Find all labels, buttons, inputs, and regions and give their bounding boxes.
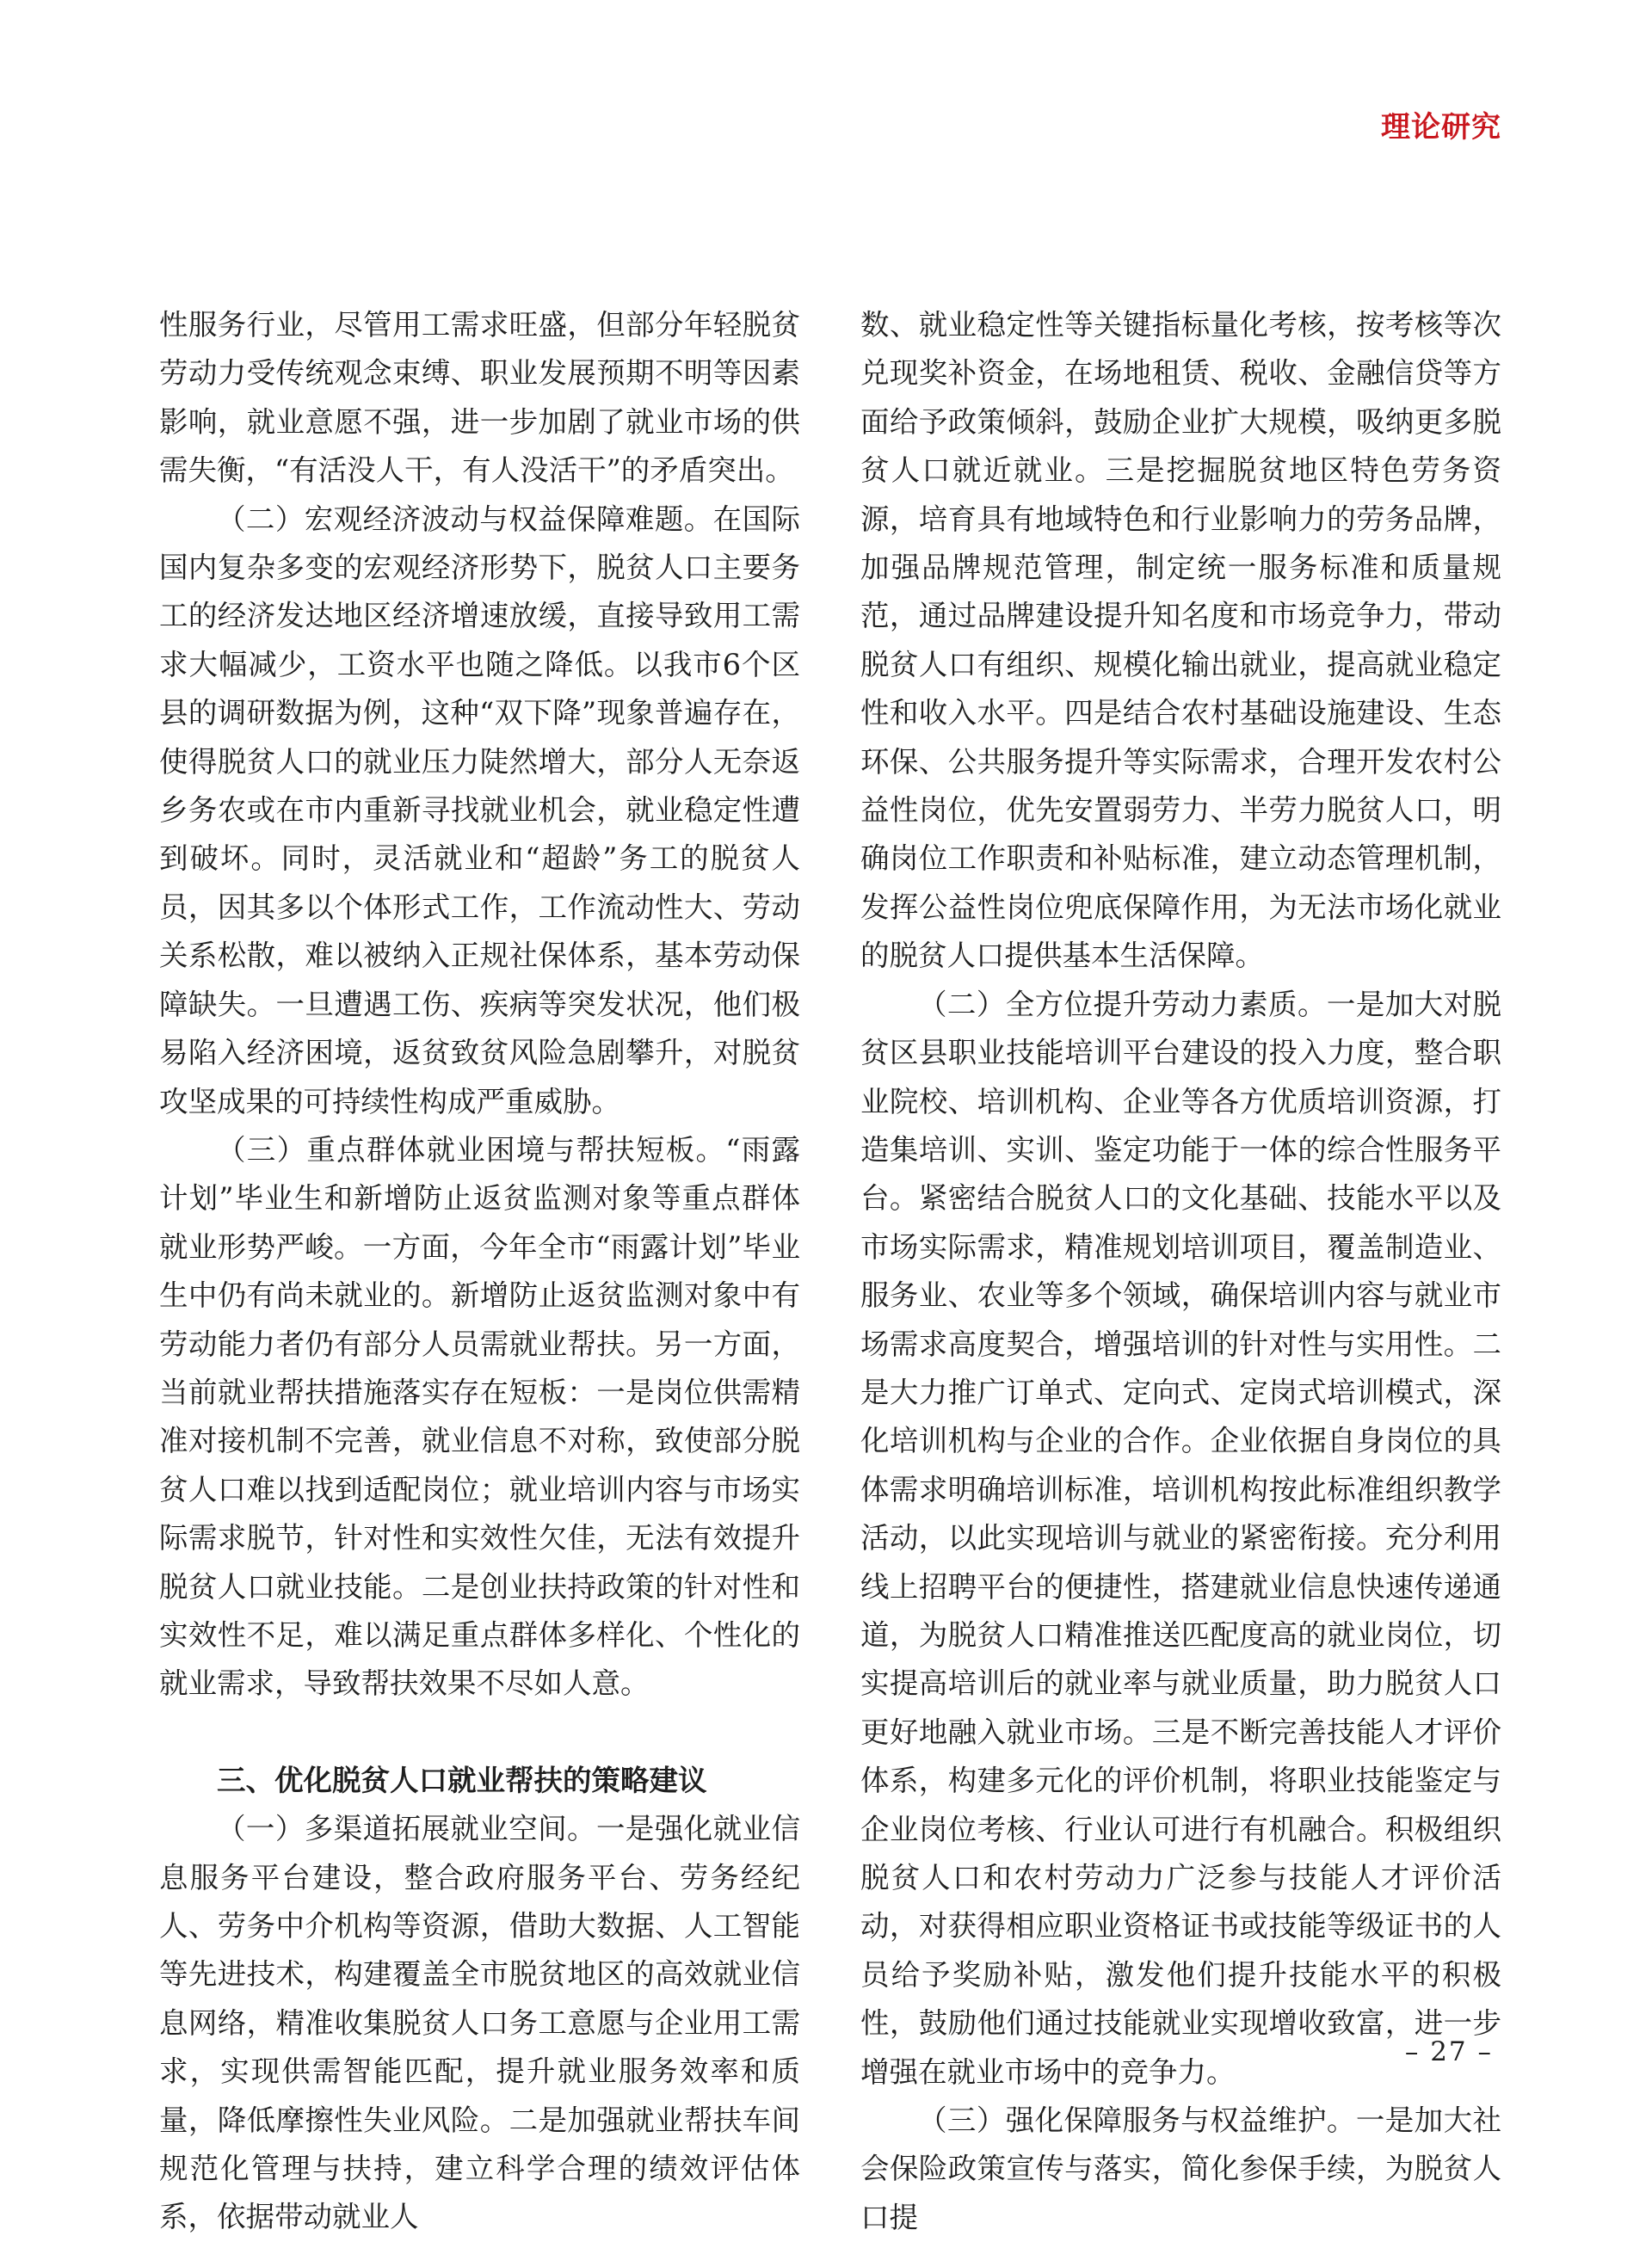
- paragraph-employment-space: （一）多渠道拓展就业空间。一是强化就业信息服务平台建设，整合政府服务平台、劳务经纪人、劳务中介机构等资源，借助大数据、人工智能等先进技术，构建覆盖全市脱贫地区的高效就业信息网络，精准收集脱贫人口务工意愿与企业用工需求，实现供需智能匹配，提升就业服务效率和质量，降低摩擦性失业风险。二是加强就业帮扶车间规范化管理与扶持，建立科学合理的绩效评估体系，依据带动就业人: [159, 1812, 800, 2234]
- left-column: [159, 301, 800, 2242]
- paragraph-labor-quality: （二）全方位提升劳动力素质。一是加大对脱贫区县职业技能培训平台建设的投入力度，整合职业院校、培训机构、企业等各方优质培训资源，打造集培训、实训、鉴定功能于一体的综合性服务平台。紧密结合脱贫人口的文化基础、技能水平以及市场实际需求，精准规划培训项目，覆盖制造业、服务业、农业等多个领域，确保培训内容与就业市场需求高度契合，增强培训的针对性与实用性。二是大力推广订单式、定向式、定岗式培训模式，深化培训机构与企业的合作。企业依据自身岗位的具体需求明确培训标准，培训机构按此标准组织教学活动，以此实现培训与就业的紧密衔接。充分利用线上招聘平台的便捷性，搭建就业信息快速传递通道，为脱贫人口精准推送匹配度高的就业岗位，切实提高培训后的就业率与就业质量，助力脱贫人口更好地融入就业市场。三是不断完善技能人才评价体系，构建多元化的评价机制，将职业技能鉴定与企业岗位考核、行业认可进行有机融合。积极组织脱贫人口和农村劳动力广泛参与技能人才评价活动，对获得相应职业资格证书或技能等级证书的人员给予奖励补贴，激发他们提升技能水平的积极性，鼓励他们通过技能就业实现增收致富，进一步增强在就业市场中的竞争力。: [860, 987, 1501, 2089]
- section-label: 理论研究: [1381, 110, 1501, 145]
- paragraph-security-services: （三）强化保障服务与权益维护。一是加大社会保险政策宣传与落实，简化参保手续，为脱贫人口提: [860, 2103, 1501, 2234]
- paragraph-macro-economy: （二）宏观经济波动与权益保障难题。在国际国内复杂多变的宏观经济形势下，脱贫人口主要务工的经济发达地区经济增速放缓，直接导致用工需求大幅减少，工资水平也随之降低。以我市6个区县的调研数据为例，这种“双下降”现象普遍存在，使得脱贫人口的就业压力陡然增大，部分人无奈返乡务农或在市内重新寻找就业机会，就业稳定性遭到破坏。同时，灵活就业和“超龄”务工的脱贫人员，因其多以个体形式工作，工作流动性大、劳动关系松散，难以被纳入正规社保体系，基本劳动保障缺失。一旦遭遇工伤、疾病等突发状况，他们极易陷入经济困境，返贫致贫风险急剧攀升，对脱贫攻坚成果的可持续性构成严重威胁。: [159, 502, 800, 1118]
- paragraph-key-groups: （三）重点群体就业困境与帮扶短板。“雨露计划”毕业生和新增防止返贫监测对象等重点群体就业形势严峻。一方面，今年全市“雨露计划”毕业生中仍有尚未就业的。新增防止返贫监测对象中有劳动能力者仍有部分人员需就业帮扶。另一方面，当前就业帮扶措施落实存在短板：一是岗位供需精准对接机制不完善，就业信息不对称，致使部分脱贫人口难以找到适配岗位；就业培训内容与市场实际需求脱节，针对性和实效性欠佳，无法有效提升脱贫人口就业技能。二是创业扶持政策的针对性和实效性不足，难以满足重点群体多样化、个性化的就业需求，导致帮扶效果不尽如人意。: [159, 1132, 800, 1701]
- paragraph-continuation: 数、就业稳定性等关键指标量化考核，按考核等次兑现奖补资金，在场地租赁、税收、金融信贷等方面给予政策倾斜，鼓励企业扩大规模，吸纳更多脱贫人口就近就业。三是挖掘脱贫地区特色劳务资源，培育具有地域特色和行业影响力的劳务品牌，加强品牌规范管理，制定统一服务标准和质量规范，通过品牌建设提升知名度和市场竞争力，带动脱贫人口有组织、规模化输出就业，提高就业稳定性和收入水平。四是结合农村基础设施建设、生态环保、公共服务提升等实际需求，合理开发农村公益性岗位，优先安置弱劳力、半劳力脱贫人口，明确岗位工作职责和补贴标准，建立动态管理机制，发挥公益性岗位兜底保障作用，为无法市场化就业的脱贫人口提供基本生活保障。: [860, 308, 1501, 973]
- section-heading: 三、优化脱贫人口就业帮扶的策略建议: [217, 1763, 707, 1797]
- right-column: [860, 301, 1501, 2242]
- paragraph-continuation: 性服务行业，尽管用工需求旺盛，但部分年轻脱贫劳动力受传统观念束缚、职业发展预期不明等因素影响，就业意愿不强，进一步加剧了就业市场的供需失衡，“有活没人干，有人没活干”的矛盾突出。: [159, 308, 800, 488]
- page-number: – 27 –: [1404, 2036, 1493, 2067]
